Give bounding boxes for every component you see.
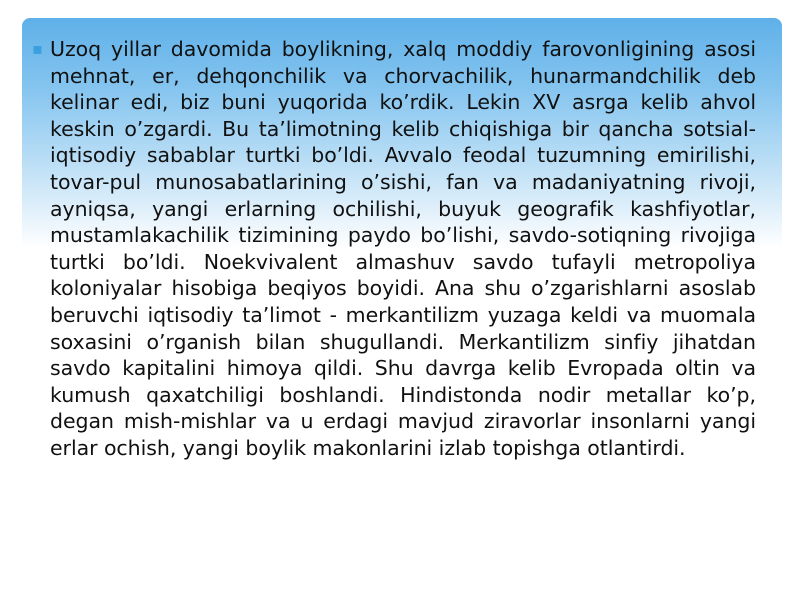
bullet-icon: ▪ <box>32 39 43 58</box>
body-paragraph: Uzoq yillar davomida boylikning, xalq moddiy farovonligining asosi mehnat, er, dehqonchilik va chorvachilik, hunarmandchilik deb kelinar edi, biz buni yuqorida ko’rdik. Lekin XV asrga kelib ahvol keskin o’zgardi. Bu ta’limotning kelib chiqishiga bir qancha sotsial-iqtisodiy sabablar turtki bo’ldi. Avvalo feodal tuzumning emirilishi, tovar-pul munosabatlarining o’sishi, fan va madaniyatning rivoji, ayniqsa, yangi erlarning ochilishi, buyuk geografik kashfiyotlar, mustamlakachilik tizimining paydo bo’lishi, savdo-sotiqning rivojiga turtki bo’ldi. Noekvivalent almashuv savdo tufayli metropoliya koloniyalar hisobiga beqiyos boyidi. Ana shu o’zgarishlarni asoslab beruvchi iqtisodiy ta’limot - merkantilizm yuzaga keldi va muomala soxasini o’rganish bilan shugullandi. Merkantilizm sinfiy jihatdan savdo kapitalini himoya qildi. Shu davrga kelib Evropada oltin va kumush qaxatchiligi boshlandi. Hindistonda nodir metallar ko’p, degan mish-mishlar va u erdagi mavjud ziravorlar insonlarni yangi erlar ochish, yangi boylik makonlarini izlab topishga otlantirdi. <box>50 37 756 460</box>
slide-content <box>32 36 756 462</box>
